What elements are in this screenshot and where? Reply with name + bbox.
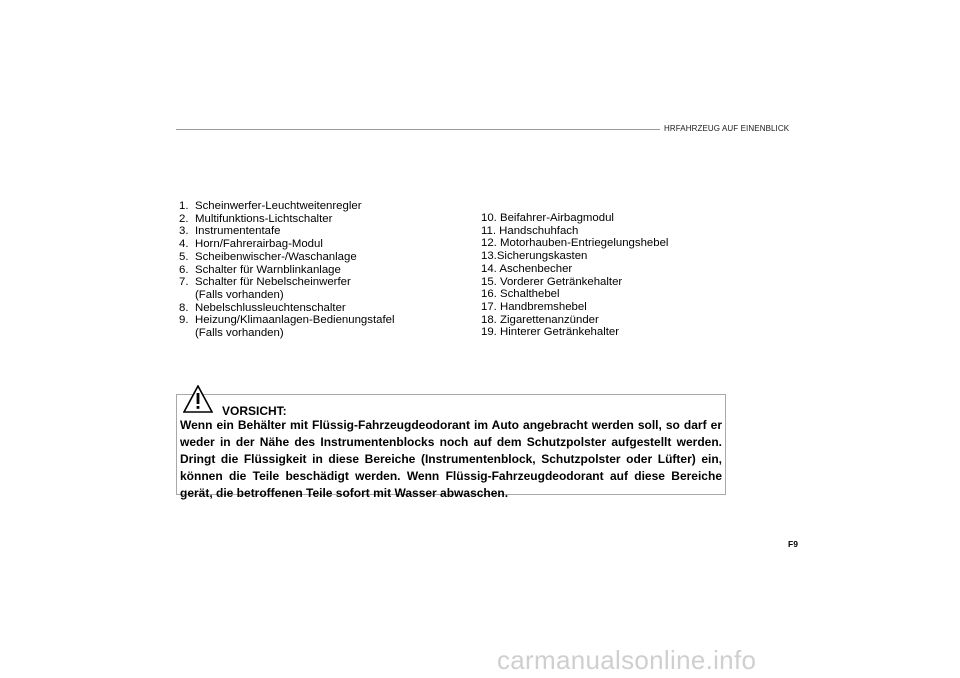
list-item: 3. Instrumententafe [179,225,281,238]
list-item: 13.Sicherungskasten [481,250,588,263]
section-title: HRFAHRZEUG AUF EINENBLICK [660,124,789,133]
list-item: 16. Schalthebel [481,288,560,301]
warning-text: Wenn ein Behälter mit Flüssig-Fahrzeugdeodorant im Auto angebracht werden soll, so darf er weder in der Nähe des Instrumentenblocks noch auf dem Schutzpolster aufgestellt werden. Dringt die Flüssigkeit in diese Bereiche (Instrumentenblock, Schutzpolster oder Lüfter) ein, können die Teile beschädigt werden. Wenn Flüssig-Fahrzeugdeodorant auf diese Bereiche gerät, die betroffenen Teile sofort mit Wasser abwaschen. [180,418,722,500]
list-item: 12. Motorhauben-Entriegelungshebel [481,237,669,250]
page-number: F9 [788,539,798,549]
list-item: 9. Heizung/Klimaanlagen-Bedienungstafel (Falls vorhanden) [179,314,429,339]
list-item: 4. Horn/Fahrerairbag-Modul [179,238,323,251]
list-item: 8. Nebelschlussleuchtenschalter [179,301,346,314]
list-item: 14. Aschenbecher [481,262,573,275]
list-item: 15. Vorderer Getränkehalter [481,275,623,288]
component-list-left [179,200,429,340]
warning-title: VORSICHT: [222,404,287,418]
list-item: 19. Hinterer Getränkehalter [481,326,620,339]
list-item: 17. Handbremshebel [481,300,587,313]
list-item: 18. Zigarettenanzünder [481,313,599,326]
list-item: 1. Scheinwerfer-Leuchtweitenregler [179,200,362,212]
list-item: 5. Scheibenwischer-/Waschanlage [179,250,357,263]
list-item: 10. Beifahrer-Airbagmodul [481,212,614,224]
list-item-note: (Falls vorhanden) [195,327,284,340]
list-item: 2. Multifunktions-Lichtschalter [179,212,333,225]
watermark: carmanualsonline.info [497,645,757,675]
component-list-right [481,212,741,339]
warning-triangle-icon [183,385,213,413]
list-item-note: (Falls vorhanden) [195,288,284,301]
list-item: 7. Schalter für Nebelscheinwerfer (Falls vorhanden) [179,276,429,301]
list-item: 6. Schalter für Warnblinkanlage [179,263,341,276]
list-item: 11. Handschuhfach [481,224,579,237]
